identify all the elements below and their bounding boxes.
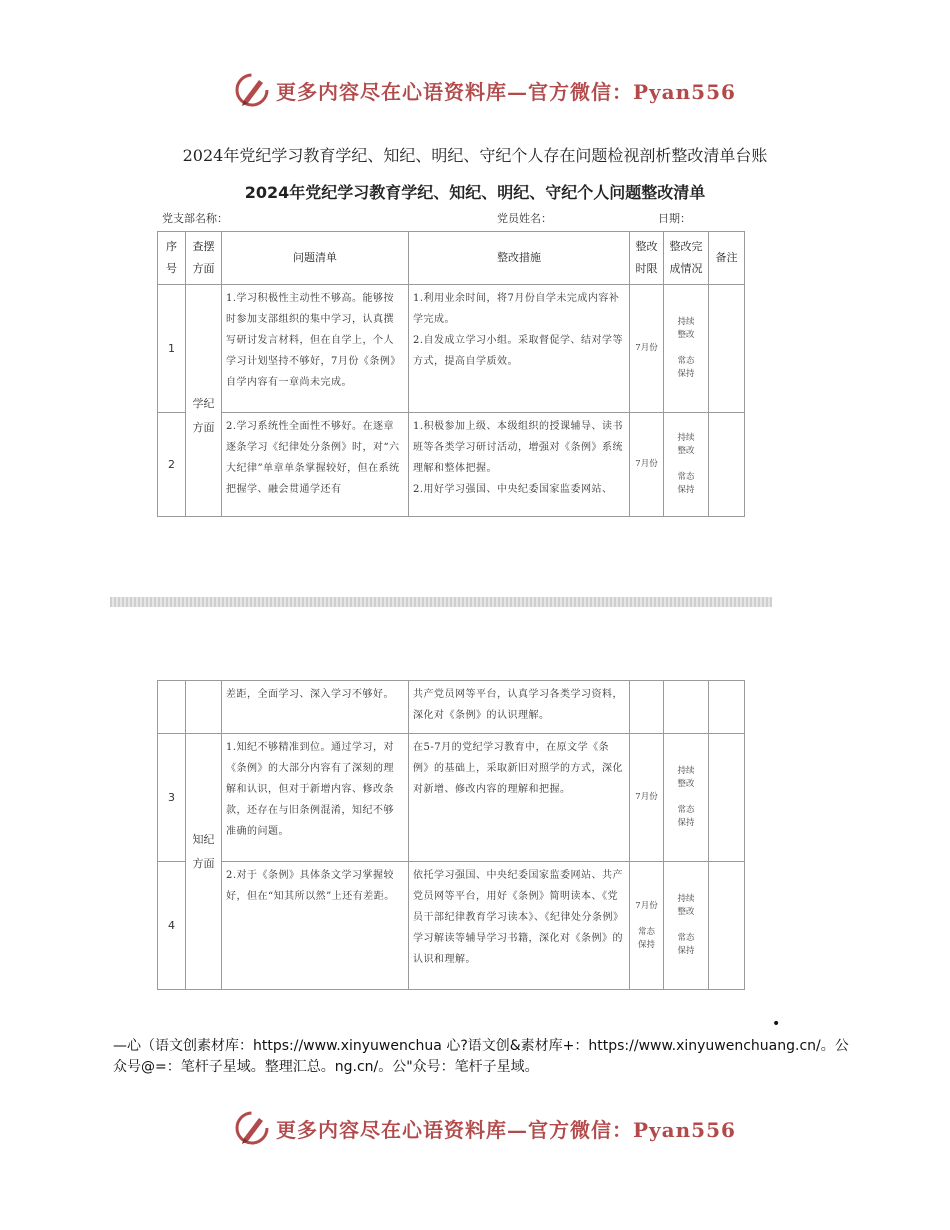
row-status: 持续 整改 常态 保持: [664, 734, 709, 862]
row-remark: [709, 681, 745, 734]
header-seq: 序号: [158, 232, 186, 285]
table-row: [158, 862, 745, 990]
header-status: 整改完成情况: [664, 232, 709, 285]
row-deadline: 7月份: [630, 734, 664, 862]
row-deadline: 7月份 常态 保持: [630, 862, 664, 990]
row-status: 持续 整改 常态 保持: [664, 413, 709, 517]
table-title: 2024年党纪学习教育学纪、知纪、明纪、守纪个人问题整改清单: [244, 183, 706, 202]
aspect-xueji: 学纪 方面: [186, 285, 222, 517]
rectification-table-part1: [157, 231, 745, 517]
row-remark: [709, 285, 745, 413]
row-measure: 1.积极参加上级、本级组织的授课辅导、读书班等各类学习研讨活动，增强对《条例》系统理解和整体把握。 2.用好学习强国、中央纪委国家监委网站、: [409, 413, 630, 517]
banner-text: 更多内容尽在心语资料库—官方微信：Pyan556: [276, 1117, 736, 1142]
meta-branch-label: 党支部名称：: [162, 212, 228, 225]
header-aspect: 查摆方面: [186, 232, 222, 285]
row-seq: 3: [158, 734, 186, 862]
table-row: [158, 734, 745, 862]
row-seq: 4: [158, 862, 186, 990]
row-remark: [709, 734, 745, 862]
row-status: 持续 整改 常态 保持: [664, 285, 709, 413]
header-measures: 整改措施: [409, 232, 630, 285]
source-footnote: —心（语文创素材库：https://www.xinyuwenchua 心?语文创&素材库+：https://www.xinyuwenchuang.cn/。公众号@=：笔杆子星域。整理汇总。ng.cn/。公"众号：笔杆子星域。: [113, 1038, 849, 1075]
row-remark: [709, 862, 745, 990]
row-seq: [158, 681, 186, 734]
aspect-zhiji: 知纪 方面: [186, 734, 222, 990]
table-header-row: [158, 232, 745, 285]
row-status: [664, 681, 709, 734]
table-row: [158, 285, 745, 413]
row-deadline: 7月份: [630, 285, 664, 413]
row-problem: 2.对于《条例》具体条文学习掌握较好，但在“知其所以然”上还有差距。: [222, 862, 409, 990]
header-remark: 备注: [709, 232, 745, 285]
row-problem: 差距，全面学习、深入学习不够好。: [222, 681, 409, 734]
header-problems: 问题清单: [222, 232, 409, 285]
row-status: 持续 整改 常态 保持: [664, 862, 709, 990]
pen-logo-icon: [232, 1108, 272, 1148]
row-measure: 依托学习强国、中央纪委国家监委网站、共产党员网等平台，用好《条例》简明读本、《党员干部纪律教育学习读本》、《纪律处分条例》学习解读等辅导学习书籍，深化对《条例》的认识和理解。: [409, 862, 630, 990]
row-problem: 1.学习积极性主动性不够高。能够按时参加支部组织的集中学习，认真撰写研讨发言材料，但在自学上，个人学习计划坚持不够好，7月份《条例》自学内容有一章尚未完成。: [222, 285, 409, 413]
row-remark: [709, 413, 745, 517]
row-seq: 1: [158, 285, 186, 413]
rectification-table-part2: [157, 680, 745, 990]
row-measure: 在5-7月的党纪学习教育中，在原文学《条例》的基础上，采取新旧对照学的方式，深化对新增、修改内容的理解和把握。: [409, 734, 630, 862]
document-title: 2024年党纪学习教育学纪、知纪、明纪、守纪个人存在问题检视剖析整改清单台账: [182, 146, 768, 165]
row-seq: 2: [158, 413, 186, 517]
banner-bottom: [232, 1108, 736, 1148]
table-row-continued: [158, 681, 745, 734]
row-problem: 2.学习系统性全面性不够好。在逐章逐条学习《纪律处分条例》时，对“六大纪律”单章单条掌握较好，但在系统把握学、融会贯通学还有: [222, 413, 409, 517]
banner-text: 更多内容尽在心语资料库—官方微信：Pyan556: [276, 79, 736, 104]
row-measure: 共产党员网等平台，认真学习各类学习资料，深化对《条例》的认识理解。: [409, 681, 630, 734]
row-deadline: [630, 681, 664, 734]
meta-date-label: 日期：: [658, 212, 691, 225]
page-divider: [110, 597, 772, 607]
header-deadline: 整改时限: [630, 232, 664, 285]
row-measure: 1.利用业余时间，将7月份自学未完成内容补学完成。 2.自发成立学习小组。采取督促学、结对学等方式，提高自学质效。: [409, 285, 630, 413]
table-row: [158, 413, 745, 517]
bullet-dot: •: [772, 1016, 781, 1032]
row-aspect: [186, 681, 222, 734]
pen-logo-icon: [232, 70, 272, 110]
row-deadline: 7月份: [630, 413, 664, 517]
meta-member-label: 党员姓名：: [497, 212, 552, 225]
banner-top: [232, 70, 736, 110]
row-problem: 1.知纪不够精准到位。通过学习，对《条例》的大部分内容有了深刻的理解和认识，但对于新增内容、修改条款，还存在与旧条例混淆，知纪不够准确的问题。: [222, 734, 409, 862]
